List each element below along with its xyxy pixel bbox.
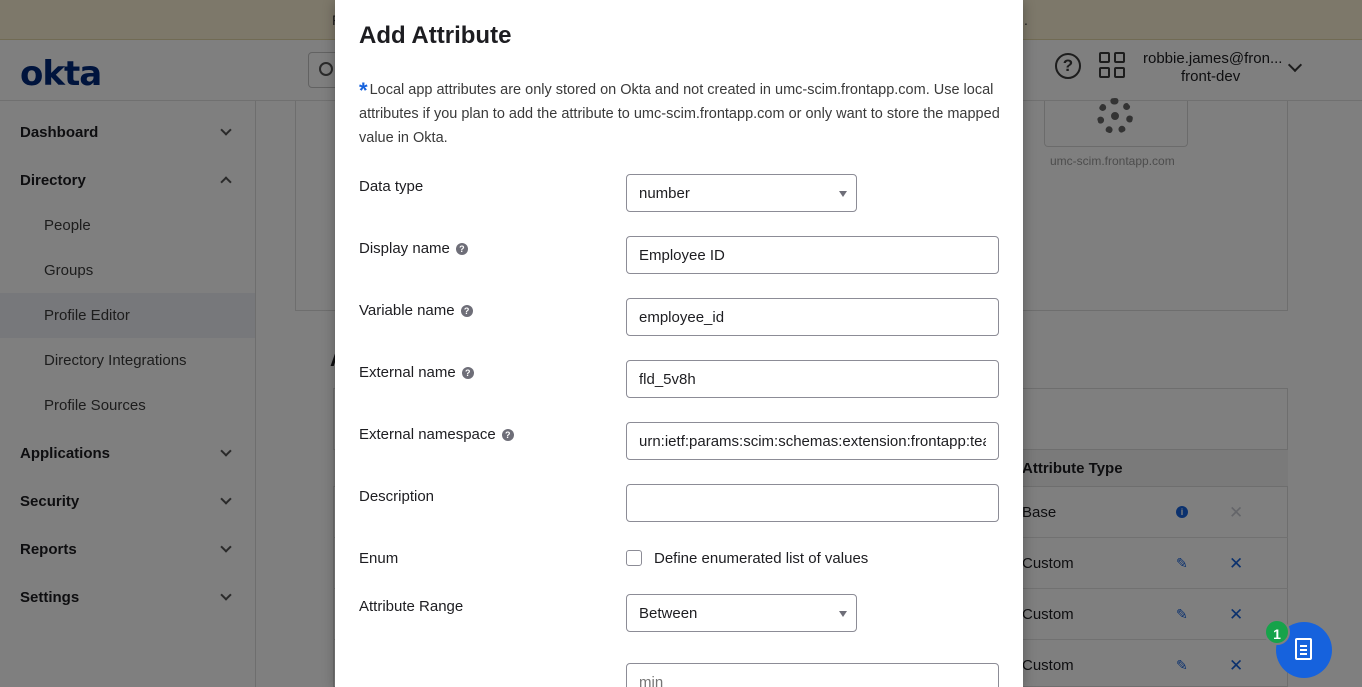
data-type-value: number: [639, 185, 690, 202]
attribute-range-select[interactable]: [626, 594, 857, 632]
display-name-input[interactable]: [626, 236, 999, 274]
help-tooltip-icon[interactable]: ?: [456, 243, 468, 255]
help-tooltip-icon[interactable]: ?: [502, 429, 514, 441]
required-asterisk-icon: *: [359, 78, 368, 103]
external-namespace-label: External namespace ?: [359, 426, 514, 443]
document-icon: [1295, 638, 1312, 660]
variable-name-label: Variable name ?: [359, 302, 473, 319]
enum-checkbox-label[interactable]: Define enumerated list of values: [654, 550, 869, 567]
range-min-input[interactable]: [626, 663, 999, 687]
external-name-input[interactable]: [626, 360, 999, 398]
description-label: Description: [359, 488, 435, 505]
attribute-range-value: Between: [639, 605, 698, 622]
local-attribute-notice: * Local app attributes are only stored on Okta and not created in umc-scim.frontapp.com. Use local attributes if you plan to add the attribute to umc-scim.frontapp.com or only want to store the mapped value in Okta.: [359, 78, 1000, 146]
external-namespace-input[interactable]: [626, 422, 999, 460]
dropdown-caret-icon: [839, 191, 847, 197]
enum-label: Enum: [359, 550, 399, 567]
external-name-label: External name ?: [359, 364, 474, 381]
display-name-label: Display name ?: [359, 240, 468, 257]
help-tooltip-icon[interactable]: ?: [462, 367, 474, 379]
enum-checkbox[interactable]: [626, 550, 642, 566]
attribute-range-label: Attribute Range: [359, 598, 464, 615]
data-type-select[interactable]: [626, 174, 857, 212]
add-attribute-dialog: [335, 0, 1023, 687]
notification-count-badge: 1: [1264, 619, 1290, 645]
variable-name-input[interactable]: [626, 298, 999, 336]
description-input[interactable]: [626, 484, 999, 522]
dialog-title: Add Attribute: [359, 22, 512, 49]
data-type-label: Data type: [359, 178, 424, 195]
help-tooltip-icon[interactable]: ?: [461, 305, 473, 317]
dropdown-caret-icon: [839, 611, 847, 617]
